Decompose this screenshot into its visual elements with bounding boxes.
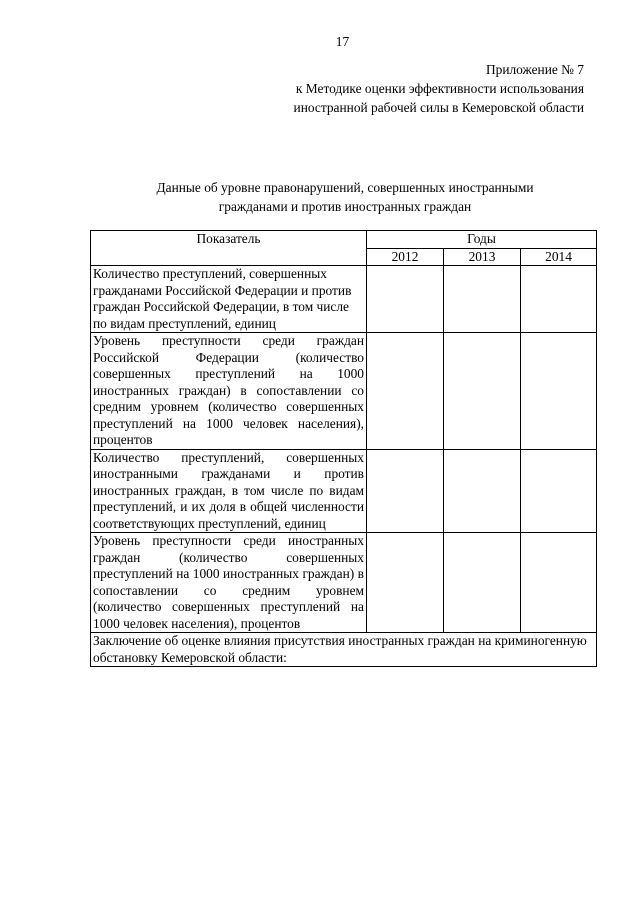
- appendix-reference: [224, 60, 584, 117]
- table-row: [91, 266, 597, 333]
- value-cell-2014: [521, 266, 597, 333]
- value-cell-2013: [444, 533, 521, 633]
- table-row: [91, 333, 597, 450]
- conclusion-cell: Заключение об оценке влияния присутствия иностранных граждан на криминогенную обстановку Кемеровской области:: [91, 633, 597, 667]
- value-cell-2014: [521, 333, 597, 450]
- document-title-line-2: гражданами и против иностранных граждан: [218, 199, 472, 214]
- value-cell-2012: [367, 333, 444, 450]
- value-cell-2013: [444, 266, 521, 333]
- indicator-cell: Уровень преступности среди граждан Российской Федерации (количество совершенных преступлений на 1000 иностранных граждан) в сопоставлении со средним уровнем (количество совершенных преступлений на 1000 человек населения), процентов: [91, 333, 367, 450]
- conclusion-row: [91, 633, 597, 667]
- table-row: [91, 533, 597, 633]
- indicator-cell: Количество преступлений, совершенных иностранными гражданами и против иностранных граждан, в том числе по видам преступлений, и их доля в общей численности соответствующих преступлений, единиц: [91, 449, 367, 533]
- value-cell-2014: [521, 449, 597, 533]
- column-header-year: 2013: [444, 248, 521, 266]
- document-title-line-1: Данные об уровне правонарушений, совершенных иностранными: [156, 180, 534, 195]
- value-cell-2013: [444, 333, 521, 450]
- table-header-row: [91, 231, 597, 249]
- value-cell-2012: [367, 266, 444, 333]
- appendix-line-3: иностранной рабочей силы в Кемеровской области: [293, 100, 584, 115]
- appendix-number: Приложение № 7: [485, 62, 584, 77]
- column-header-year: 2014: [521, 248, 597, 266]
- document-title: [110, 178, 580, 216]
- value-cell-2012: [367, 533, 444, 633]
- indicator-cell: Количество преступлений, совершенных гражданами Российской Федерации и против граждан Российской Федерации, в том числе по видам преступлений, единиц: [91, 266, 367, 333]
- page-number: 17: [335, 34, 350, 49]
- column-header-indicator: Показатель: [91, 231, 367, 266]
- table-row: [91, 449, 597, 533]
- offenses-table: [90, 230, 597, 667]
- column-header-year: 2012: [367, 248, 444, 266]
- column-header-years: Годы: [367, 231, 597, 249]
- value-cell-2014: [521, 533, 597, 633]
- indicator-cell: Уровень преступности среди иностранных граждан (количество совершенных преступлений на 1000 иностранных граждан) в сопоставлении со средним уровнем (количество совершенных преступлений на 1000 человек населения), процентов: [91, 533, 367, 633]
- value-cell-2012: [367, 449, 444, 533]
- appendix-line-2: к Методике оценки эффективности использования: [295, 81, 584, 96]
- value-cell-2013: [444, 449, 521, 533]
